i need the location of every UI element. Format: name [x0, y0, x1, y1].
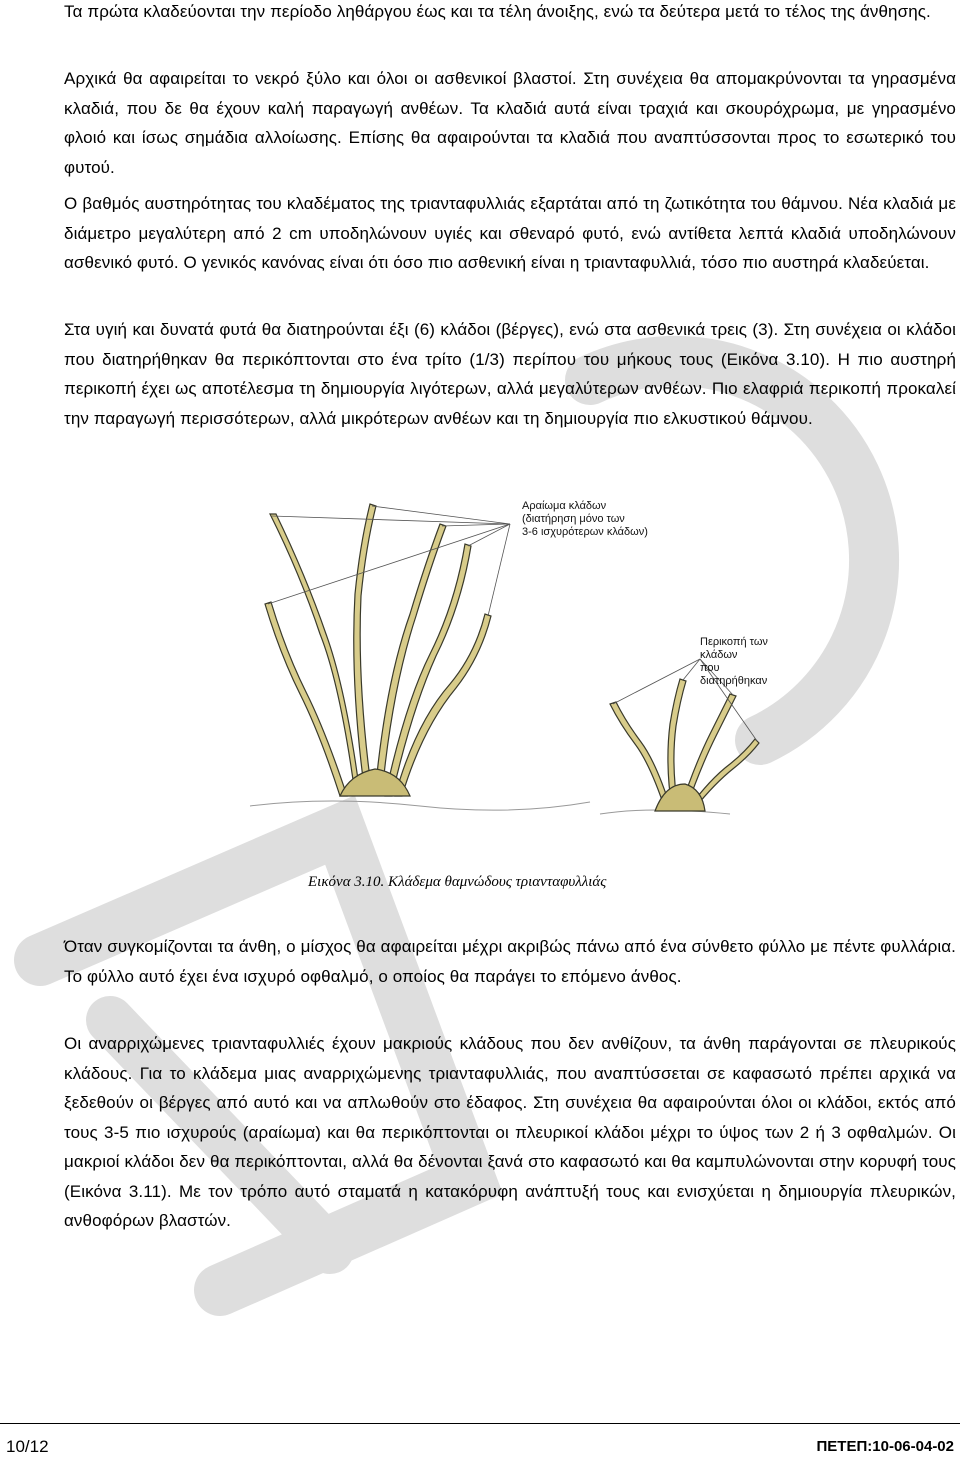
- footer-divider: [0, 1423, 960, 1424]
- label-cutting-line-1: Περικοπή των κλάδων: [700, 636, 768, 661]
- paragraph-2: Αρχικά θα αφαιρείται το νεκρό ξύλο και όλοι οι ασθενικοί βλαστοί. Στη συνέχεια θα απομακρύνονται τα γηρασμένα κλαδιά, που δε θα έχουν καλή παραγωγή ανθέων. Τα κλαδιά αυτά είναι τραχιά και σκουρόχρωμα, με γηρασμένο φλοιό και ίσως σημάδια αλλοίωσης. Επίσης θα αφαιρούνται τα κλαδιά που αναπτύσσονται προς το εσωτερικό του φυτού.: [64, 69, 956, 177]
- paragraph-3: Ο βαθμός αυστηρότητας του κλαδέματος της τριανταφυλλιάς εξαρτάται από τη ζωτικότητα του θάμνου. Νέα κλαδιά με διάμετρο μεγαλύτερη από 2 cm υποδηλώνουν υγιές και σθεναρό φυτό, ενώ αντίθετα λεπτά κλαδιά υποδηλώνουν ασθενικό φυτό. Ο γενικός κανόνας είναι ότι όσο πιο ασθενική είναι η τριανταφυλλιά, τόσο πιο αυστηρά κλαδεύεται.: [64, 194, 956, 272]
- paragraph-5: Όταν συγκομίζονται τα άνθη, ο μίσχος θα αφαιρείται μέχρι ακριβώς πάνω από ένα σύνθετο φύλλο με πέντε φυλλάρια. Το φύλλο αυτό έχει ένα ισχυρό οφθαλμό, ο οποίος θα παράγει το επόμενο άνθος.: [64, 937, 956, 986]
- paragraph-4: Στα υγιή και δυνατά φυτά θα διατηρούνται έξι (6) κλάδοι (βέργες), ενώ στα ασθενικά τρεις (3). Στη συνέχεια οι κλάδοι που διατηρήθηκαν θα περικόπτονται στο ένα τρίτο (1/3) περίπου του μήκους τους (Εικόνα 3.10). Η πιο αυστηρή περικοπή έχει ως αποτέλεσμα τη δημιουργία λιγότερων, αλλά μεγαλύτερων ανθέων. Πιο ελαφριά περικοπή προκαλεί την παραγωγή περισσότερων, αλλά μικρότερων ανθέων και τη δημιουργία πιο ελκυστικού θάμνου.: [64, 320, 956, 428]
- right-bush: [610, 679, 759, 811]
- label-thinning-line-2: (διατήρηση μόνο των: [522, 513, 625, 525]
- document-code: ΠΕΤΕΠ:10-06-04-02: [816, 1438, 954, 1455]
- page-number: 10/12: [6, 1437, 49, 1456]
- left-bush: [265, 504, 491, 796]
- label-thinning-line-3: 3-6 ισχυρότερων κλάδων): [522, 526, 648, 538]
- paragraph-1: Τα πρώτα κλαδεύονται την περίοδο ληθάργου έως και τα τέλη άνοιξης, ενώ τα δεύτερα μετά το τέλος της άνθησης.: [64, 2, 931, 21]
- rose-bush-illustration: [210, 484, 770, 854]
- label-thinning-line-1: Αραίωμα κλάδων: [522, 500, 607, 512]
- label-thinning: [522, 500, 648, 539]
- figure-caption: Εικόνα 3.10. Κλάδεμα θαμνώδους τριανταφυλλιάς: [308, 874, 607, 890]
- label-cutting-line-2: που διατηρήθηκαν: [700, 662, 768, 687]
- pruning-figure: [210, 484, 770, 854]
- paragraph-6: Οι αναρριχώμενες τριανταφυλλιές έχουν μακριούς κλάδους που δεν ανθίζουν, τα άνθη παράγονται σε πλευρικούς κλάδους. Για το κλάδεμα μιας αναρριχώμενης τριανταφυλλιάς, που αναπτύσσεται σε καφασωτό πρέπει αρχικά να ξεδεθούν οι βέργες από αυτό και να απλωθούν στο έδαφος. Στη συνέχεια θα αφαιρούνται όλοι οι κλάδοι, εκτός από τους 3-5 πιο ισχυρούς (αραίωμα) και θα περικόπτονται οι πλευρικοί κλάδοι μέχρι το ύψος των 2 ή 3 οφθαλμών. Οι μακριοί κλάδοι δεν θα περικόπτονται, αλλά θα δένονται ξανά στο καφασωτό και θα καμπυλώνονται στην κορυφή τους (Εικόνα 3.11). Με τον τρόπο αυτό σταματά η κατακόρυφη ανάπτυξή τους και ενισχύεται η δημιουργία πλευρικών, ανθοφόρων βλαστών.: [64, 1034, 956, 1230]
- label-cutting: [700, 636, 770, 688]
